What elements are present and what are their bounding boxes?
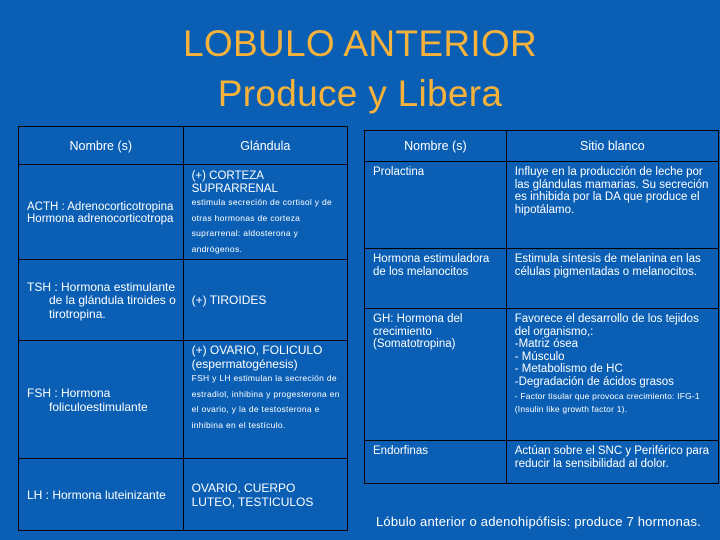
acth-name: ACTH : Adrenocorticotropina Hormona adrenocorticotropa [19,165,184,260]
lh-name: LH : Hormona luteinizante [19,459,184,531]
table-row [19,165,348,260]
fsh-detail: FSH y LH estimulan la secreción de estradiol, inhibina y progesterona en el ovario, y la de testosterona e inhibina en el testículo. [191,373,340,430]
fsh-name: FSH : Hormona foliculoestimulante [27,386,148,414]
table-row [19,459,348,531]
gh-target-line: - Metabolismo de HC [514,363,623,375]
table-header-row [19,127,348,165]
table-row [365,249,719,309]
gh-target-line: Favorece el desarrollo de los tejidos del organismo,: [514,313,699,338]
acth-detail: estimula secreción de cortisol y de otras hormonas de corteza suprarrenal: aldosterona y andrógenos. [191,197,333,254]
gh-target-line: - Músculo [514,350,565,363]
table-row [365,162,719,249]
fsh-gland-cell [183,341,347,459]
gh-target-cell [506,309,718,441]
msh-target: Estimula síntesis de melanina en las células pigmentadas o melanocitos. [506,249,718,309]
hormone-gland-table [18,126,348,531]
tsh-gland: (+) TIROIDES [183,260,347,341]
header-name: Nombre (s) [19,127,184,165]
acth-gland-cell [183,165,347,260]
fsh-name-cell [19,341,184,459]
gh-target-line: -Matriz ósea [514,338,579,350]
msh-name: Hormona estimuladora de los melanocitos [365,249,507,309]
table-row [365,309,719,441]
acth-gland: (+) CORTEZA SUPRARRENAL [191,170,278,195]
hormone-target-table [364,130,719,484]
header-name: Nombre (s) [365,131,507,162]
slide-subtitle: Produce y Libera [217,73,503,114]
table-header-row [365,131,719,162]
table-row [19,341,348,459]
header-target: Sitio blanco [506,131,718,162]
tsh-name: TSH : Hormona estimulante de la glándula tiroides o tirotropina. [27,279,176,321]
gh-note: - Factor tisular que provoca crecimiento: IFG-1 (Insulin like growth factor 1). [514,391,700,414]
gh-target-line: -Degradación de ácidos grasos [514,375,674,388]
endorfinas-name: Endorfinas [365,441,507,484]
endorfinas-target: Actúan sobre el SNC y Periférico para reducir la sensibilidad al dolor. [506,441,718,484]
table-row [19,260,348,341]
tsh-name-cell [19,260,184,341]
slide-title: LOBULO ANTERIOR [182,23,538,64]
footer-note: Lóbulo anterior o adenohipófisis: produce 7 hormonas. [376,514,701,529]
prolactina-target: Influye en la producción de leche por las glándulas mamarias. Su secreción es inhibida por la DA que produce el hipotálamo. [506,162,718,249]
header-gland: Glándula [183,127,347,165]
table-row [365,441,719,484]
fsh-gland: (+) OVARIO, FOLICULO (espermatogénesis) [191,343,323,371]
gh-name: GH: Hormona del crecimiento (Somatotropina) [365,309,507,441]
lh-gland: OVARIO, CUERPO LUTEO, TESTICULOS [183,459,347,531]
prolactina-name: Prolactina [365,162,507,249]
